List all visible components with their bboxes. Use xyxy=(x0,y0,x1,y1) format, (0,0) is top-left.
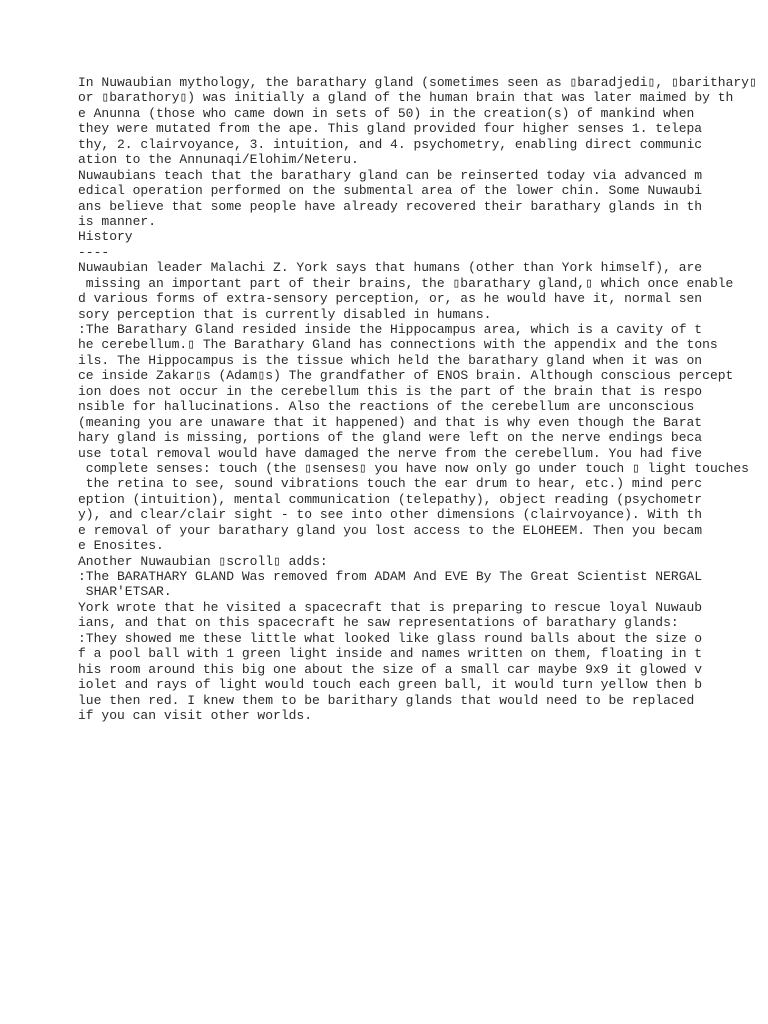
text-line: lue then red. I knew them to be barithary glands that would need to be replaced xyxy=(78,692,695,708)
text-line: e Enosites. xyxy=(78,538,164,554)
text-line: ation to the Annunaqi/Elohim/Neteru. xyxy=(78,152,359,168)
text-line: iolet and rays of light would touch each green ball, it would turn yellow then b xyxy=(78,677,703,693)
text-line: :They showed me these little what looked like glass round balls about the size o xyxy=(78,630,703,646)
text-line: e Anunna (those who came down in sets of 50) in the creation(s) of mankind when xyxy=(78,105,695,121)
text-line: History xyxy=(78,229,133,245)
text-line: ion does not occur in the cerebellum this is the part of the brain that is respo xyxy=(78,383,703,399)
text-line: e removal of your barathary gland you lost access to the ELOHEEM. Then you becam xyxy=(78,522,703,538)
text-line: thy, 2. clairvoyance, 3. intuition, and 4. psychometry, enabling direct communic xyxy=(78,136,703,152)
text-line: they were mutated from the ape. This gland provided four higher senses 1. telepa xyxy=(78,121,703,137)
text-line: Nuwaubian leader Malachi Z. York says that humans (other than York himself), are xyxy=(78,260,703,276)
text-line: ---- xyxy=(78,244,110,260)
text-line: edical operation performed on the submental area of the lower chin. Some Nuwaubi xyxy=(78,183,703,199)
text-line: use total removal would have damaged the nerve from the cerebellum. You had five xyxy=(78,445,703,461)
text-line: ils. The Hippocampus is the tissue which held the barathary gland when it was on xyxy=(78,352,703,368)
text-line: :The Barathary Gland resided inside the Hippocampus area, which is a cavity of t xyxy=(78,322,703,337)
document-body-text xyxy=(78,75,758,723)
text-line: he cerebellum.▯ The Barathary Gland has connections with the appendix and the tons xyxy=(78,337,718,353)
text-line: ians, and that on this spacecraft he saw representations of barathary glands: xyxy=(78,615,679,631)
text-line: Nuwaubians teach that the barathary gland can be reinserted today via advanced m xyxy=(78,167,703,183)
text-line: if you can visit other worlds. xyxy=(78,707,313,723)
text-line: eption (intuition), mental communication (telepathy), object reading (psychometr xyxy=(78,491,703,507)
text-line: sory perception that is currently disabled in humans. xyxy=(78,306,492,322)
text-line: is manner. xyxy=(78,213,157,229)
text-line: (meaning you are unaware that it happened) and that is why even though the Barat xyxy=(78,414,703,430)
text-line: y), and clear/clair sight - to see into other dimensions (clairvoyance). With th xyxy=(78,507,703,523)
text-line: hary gland is missing, portions of the gland were left on the nerve endings beca xyxy=(78,430,703,446)
text-line: d various forms of extra-sensory perception, or, as he would have it, normal sen xyxy=(78,291,703,307)
text-line: his room around this big one about the size of a small car maybe 9x9 it glowed v xyxy=(78,661,703,677)
text-line: nsible for hallucinations. Also the reactions of the cerebellum are unconscious xyxy=(78,399,695,415)
text-line: ans believe that some people have already recovered their barathary glands in th xyxy=(78,198,703,214)
text-line: Another Nuwaubian ▯scroll▯ adds: xyxy=(78,553,328,569)
text-line: f a pool ball with 1 green light inside and names written on them, floating in t xyxy=(78,646,703,662)
text-line: :The BARATHARY GLAND Was removed from ADAM And EVE By The Great Scientist NERGAL xyxy=(78,569,703,584)
text-line: ce inside Zakar▯s (Adam▯s) The grandfather of ENOS brain. Although conscious percept xyxy=(78,368,734,384)
text-line: missing an important part of their brains, the ▯barathary gland,▯ which once enable xyxy=(78,275,734,291)
text-line: SHAR'ETSAR. xyxy=(78,584,172,600)
text-line: the retina to see, sound vibrations touch the ear drum to hear, etc.) mind perc xyxy=(78,476,703,492)
text-line: complete senses: touch (the ▯senses▯ you have now only go under touch ▯ light touches xyxy=(78,460,749,476)
text-line: or ▯barathory▯) was initially a gland of the human brain that was later maimed by th xyxy=(78,90,734,106)
text-line: In Nuwaubian mythology, the barathary gland (sometimes seen as ▯baradjedi▯, ▯barithary▯ xyxy=(78,75,757,90)
text-line: York wrote that he visited a spacecraft that is preparing to rescue loyal Nuwaub xyxy=(78,599,703,615)
